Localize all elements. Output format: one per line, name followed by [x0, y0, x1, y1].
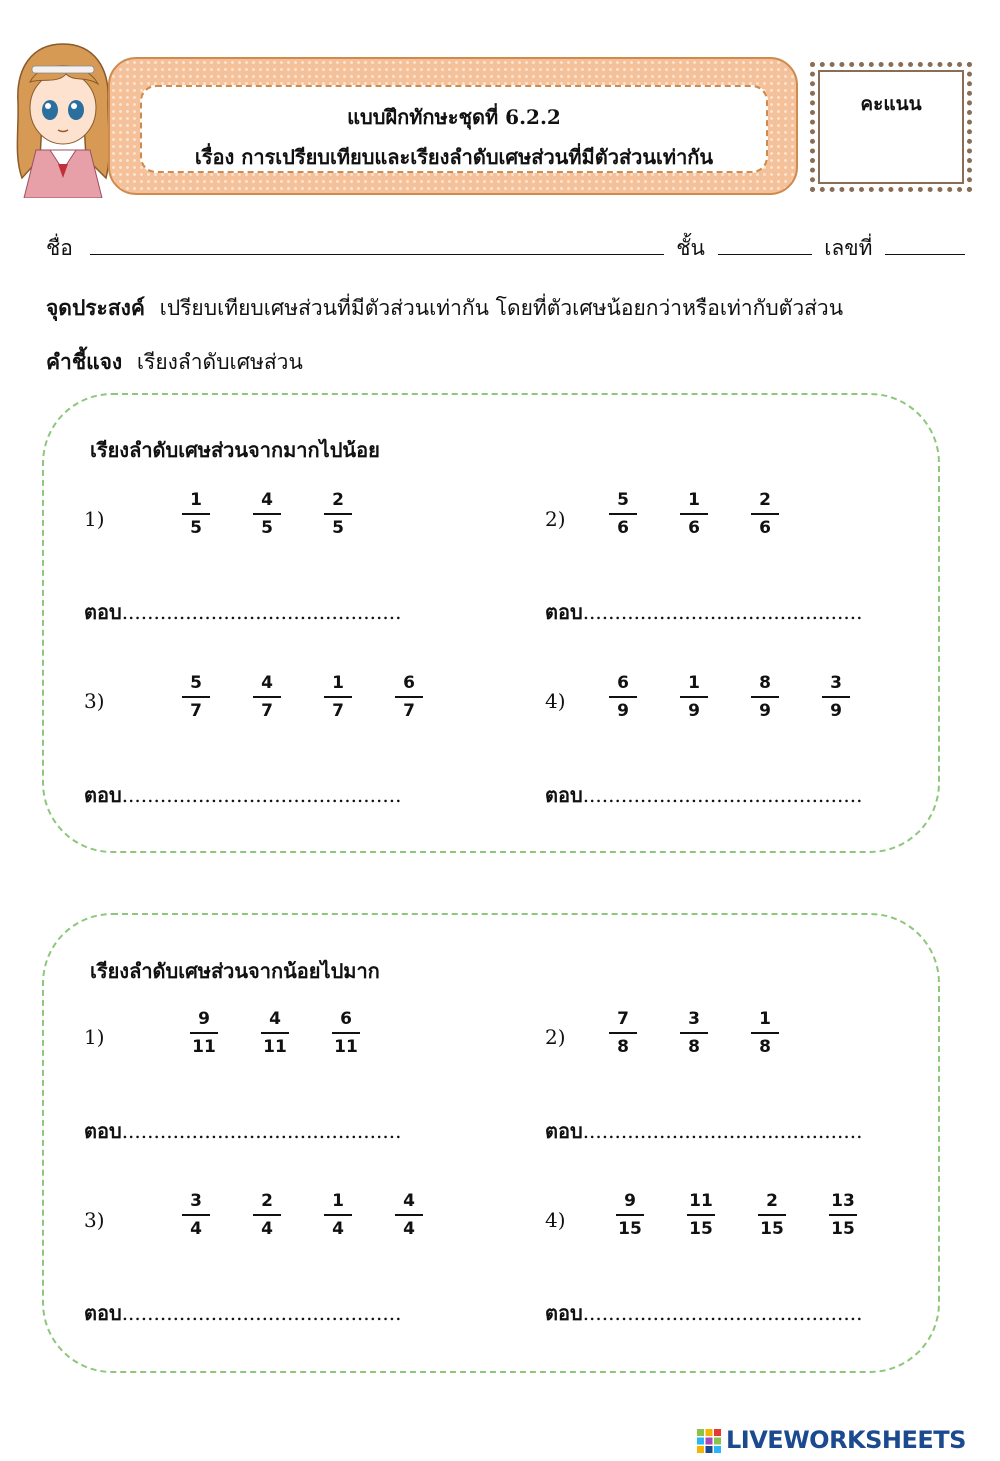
question-number: 4) — [545, 689, 566, 713]
fraction: $\frac{4}{11}$ — [255, 1009, 295, 1057]
score-box[interactable] — [810, 62, 972, 192]
liveworksheets-logo-icon — [696, 1428, 722, 1454]
fraction: $\frac{4}{7}$ — [247, 673, 287, 721]
fraction: $\frac{3}{9}$ — [816, 673, 856, 721]
fraction: $\frac{1}{6}$ — [674, 490, 714, 538]
fraction: $\frac{11}{15}$ — [681, 1191, 721, 1239]
fraction: $\frac{2}{5}$ — [318, 490, 358, 538]
fraction: $\frac{5}{7}$ — [176, 673, 216, 721]
answer-line[interactable]: ตอบ............................................ — [84, 600, 402, 624]
student-info-row — [46, 232, 965, 265]
fraction: $\frac{1}{9}$ — [674, 673, 714, 721]
fraction: $\frac{9}{15}$ — [610, 1191, 650, 1239]
objective-label: จุดประสงค์ — [46, 295, 145, 320]
fraction: $\frac{3}{8}$ — [674, 1009, 714, 1057]
anime-girl-mascot-illustration — [10, 38, 116, 198]
instruction-text: เรียงลำดับเศษส่วน — [136, 350, 303, 374]
fraction: $\frac{3}{4}$ — [176, 1191, 216, 1239]
answer-line[interactable]: ตอบ............................................ — [545, 1301, 863, 1325]
number-field[interactable] — [885, 236, 965, 255]
answer-line[interactable]: ตอบ............................................ — [84, 783, 402, 807]
fraction: $\frac{6}{9}$ — [603, 673, 643, 721]
name-field[interactable] — [90, 236, 664, 255]
title-banner-inner — [140, 85, 768, 173]
fraction: $\frac{5}{6}$ — [603, 490, 643, 538]
fraction: $\frac{8}{9}$ — [745, 673, 785, 721]
class-label: ชั้น — [676, 236, 705, 260]
instruction-row — [46, 346, 303, 379]
answer-line[interactable]: ตอบ............................................ — [545, 1119, 863, 1143]
number-label: เลขที่ — [824, 236, 873, 260]
answer-line[interactable]: ตอบ............................................ — [84, 1301, 402, 1325]
answer-line[interactable]: ตอบ............................................ — [545, 600, 863, 624]
score-label: คะแนน — [860, 93, 922, 115]
worksheet-title: แบบฝึกทักษะชุดที่ 6.2.2 — [347, 105, 561, 129]
fraction: $\frac{1}{4}$ — [318, 1191, 358, 1239]
instruction-label: คำชี้แจง — [46, 349, 123, 374]
fraction: $\frac{6}{11}$ — [326, 1009, 366, 1057]
objective-row — [46, 292, 843, 325]
fraction: $\frac{1}{8}$ — [745, 1009, 785, 1057]
fraction: $\frac{7}{8}$ — [603, 1009, 643, 1057]
question-number: 3) — [84, 1208, 105, 1232]
liveworksheets-logo-text: LIVEWORKSHEETS — [726, 1426, 966, 1454]
fraction: $\frac{4}{4}$ — [389, 1191, 429, 1239]
worksheet-subtitle: เรื่อง การเปรียบเทียบและเรียงลำดับเศษส่วนที่มีตัวส่วนเท่ากัน — [194, 145, 714, 169]
fraction: $\frac{1}{5}$ — [176, 490, 216, 538]
name-label: ชื่อ — [46, 236, 73, 260]
answer-line[interactable]: ตอบ............................................ — [84, 1119, 402, 1143]
fraction: $\frac{2}{4}$ — [247, 1191, 287, 1239]
section-title: เรียงลำดับเศษส่วนจากมากไปน้อย — [90, 438, 380, 462]
answer-line[interactable]: ตอบ............................................ — [545, 783, 863, 807]
fraction: $\frac{6}{7}$ — [389, 673, 429, 721]
class-field[interactable] — [718, 236, 812, 255]
title-banner — [108, 57, 798, 195]
question-number: 2) — [545, 507, 566, 531]
question-number: 4) — [545, 1208, 566, 1232]
question-number: 3) — [84, 689, 105, 713]
section-title: เรียงลำดับเศษส่วนจากน้อยไปมาก — [90, 959, 380, 983]
question-number: 1) — [84, 507, 105, 531]
objective-text: เปรียบเทียบเศษส่วนที่มีตัวส่วนเท่ากัน โดยที่ตัวเศษน้อยกว่าหรือเท่ากับตัวส่วน — [159, 296, 844, 320]
fraction: $\frac{2}{15}$ — [752, 1191, 792, 1239]
fraction: $\frac{2}{6}$ — [745, 490, 785, 538]
fraction: $\frac{4}{5}$ — [247, 490, 287, 538]
fraction: $\frac{9}{11}$ — [184, 1009, 224, 1057]
question-number: 1) — [84, 1025, 105, 1049]
fraction: $\frac{1}{7}$ — [318, 673, 358, 721]
fraction: $\frac{13}{15}$ — [823, 1191, 863, 1239]
question-number: 2) — [545, 1025, 566, 1049]
